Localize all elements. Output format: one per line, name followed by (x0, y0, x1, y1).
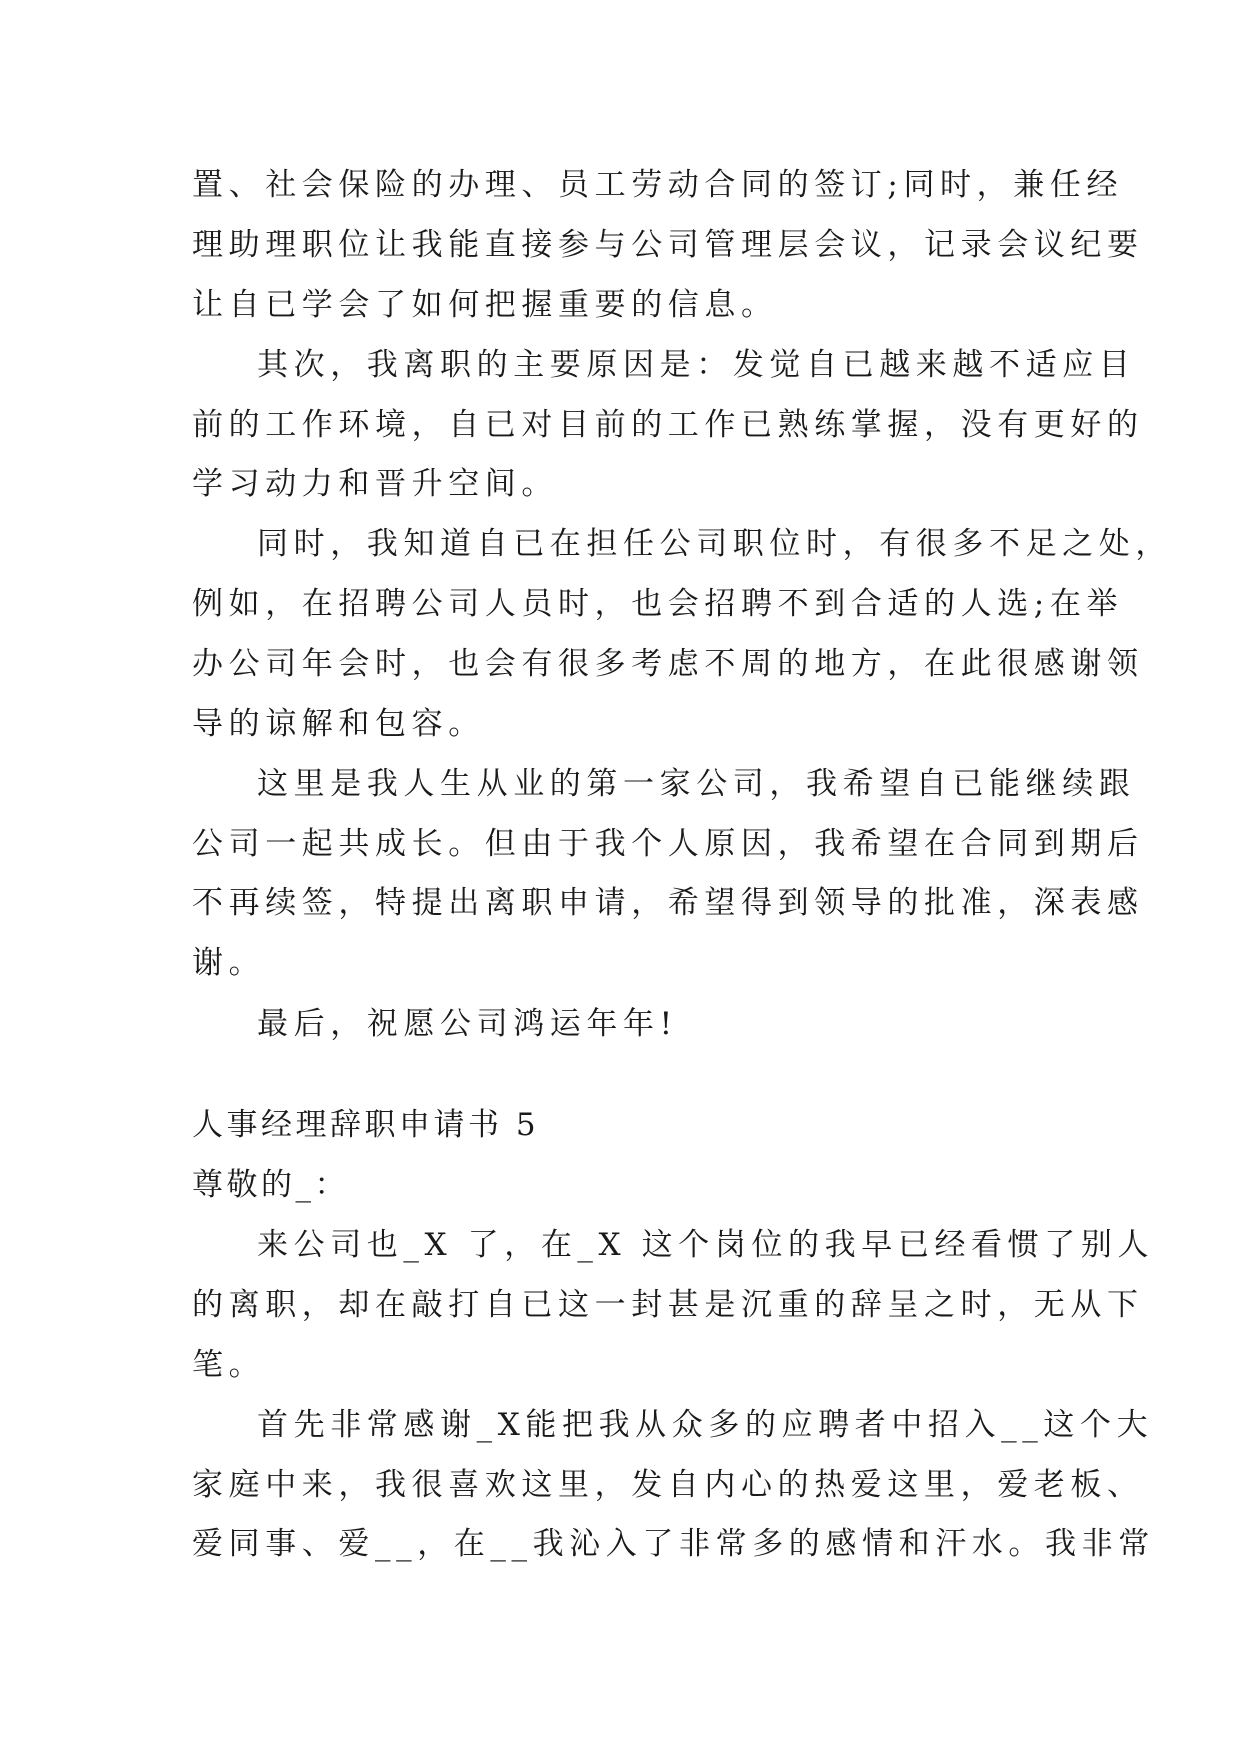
section-title: 人事经理辞职申请书 5 (192, 1107, 540, 1143)
paragraph-line: 的离职，却在敲打自已这一封甚是沉重的辞呈之时，无从下 (192, 1287, 1144, 1323)
paragraph-line: 让自已学会了如何把握重要的信息。 (192, 287, 778, 323)
paragraph-line: 学习动力和晋升空间。 (192, 466, 558, 502)
paragraph-line: 置、社会保险的办理、员工劳动合同的签订;同时，兼任经 (192, 167, 1124, 203)
paragraph-line: 不再续签，特提出离职申请，希望得到领导的批准，深表感 (192, 885, 1144, 921)
salutation: 尊敬的_： (192, 1167, 349, 1203)
paragraph-line: 其次，我离职的主要原因是：发觉自已越来越不适应目 (257, 347, 1136, 383)
paragraph-line: 公司一起共成长。但由于我个人原因，我希望在合同到期后 (192, 826, 1144, 862)
paragraph-line: 来公司也_X 了，在_X 这个岗位的我早已经看惯了别人 (257, 1227, 1155, 1263)
paragraph-line: 导的谅解和包容。 (192, 706, 485, 742)
paragraph-line: 同时，我知道自已在担任公司职位时，有很多不足之处， (257, 526, 1172, 562)
paragraph-line: 首先非常感谢_X能把我从众多的应聘者中招入__这个大 (257, 1407, 1154, 1443)
paragraph-line: 谢。 (192, 945, 266, 981)
paragraph-line: 家庭中来，我很喜欢这里，发自内心的热爱这里，爱老板、 (192, 1467, 1144, 1503)
paragraph-line: 理助理职位让我能直接参与公司管理层会议，记录会议纪要 (192, 227, 1144, 263)
paragraph-line: 例如，在招聘公司人员时，也会招聘不到合适的人选;在举 (192, 586, 1124, 622)
paragraph-line: 前的工作环境，自已对目前的工作已熟练掌握，没有更好的 (192, 407, 1144, 443)
paragraph-line: 这里是我人生从业的第一家公司，我希望自已能继续跟 (257, 766, 1136, 802)
paragraph-line: 最后，祝愿公司鸿运年年! (257, 1006, 678, 1042)
paragraph-line: 办公司年会时，也会有很多考虑不周的地方，在此很感谢领 (192, 646, 1144, 682)
paragraph-line: 笔。 (192, 1347, 266, 1383)
paragraph-line: 爱同事、爱__，在__我沁入了非常多的感情和汗水。我非常 (192, 1526, 1155, 1562)
